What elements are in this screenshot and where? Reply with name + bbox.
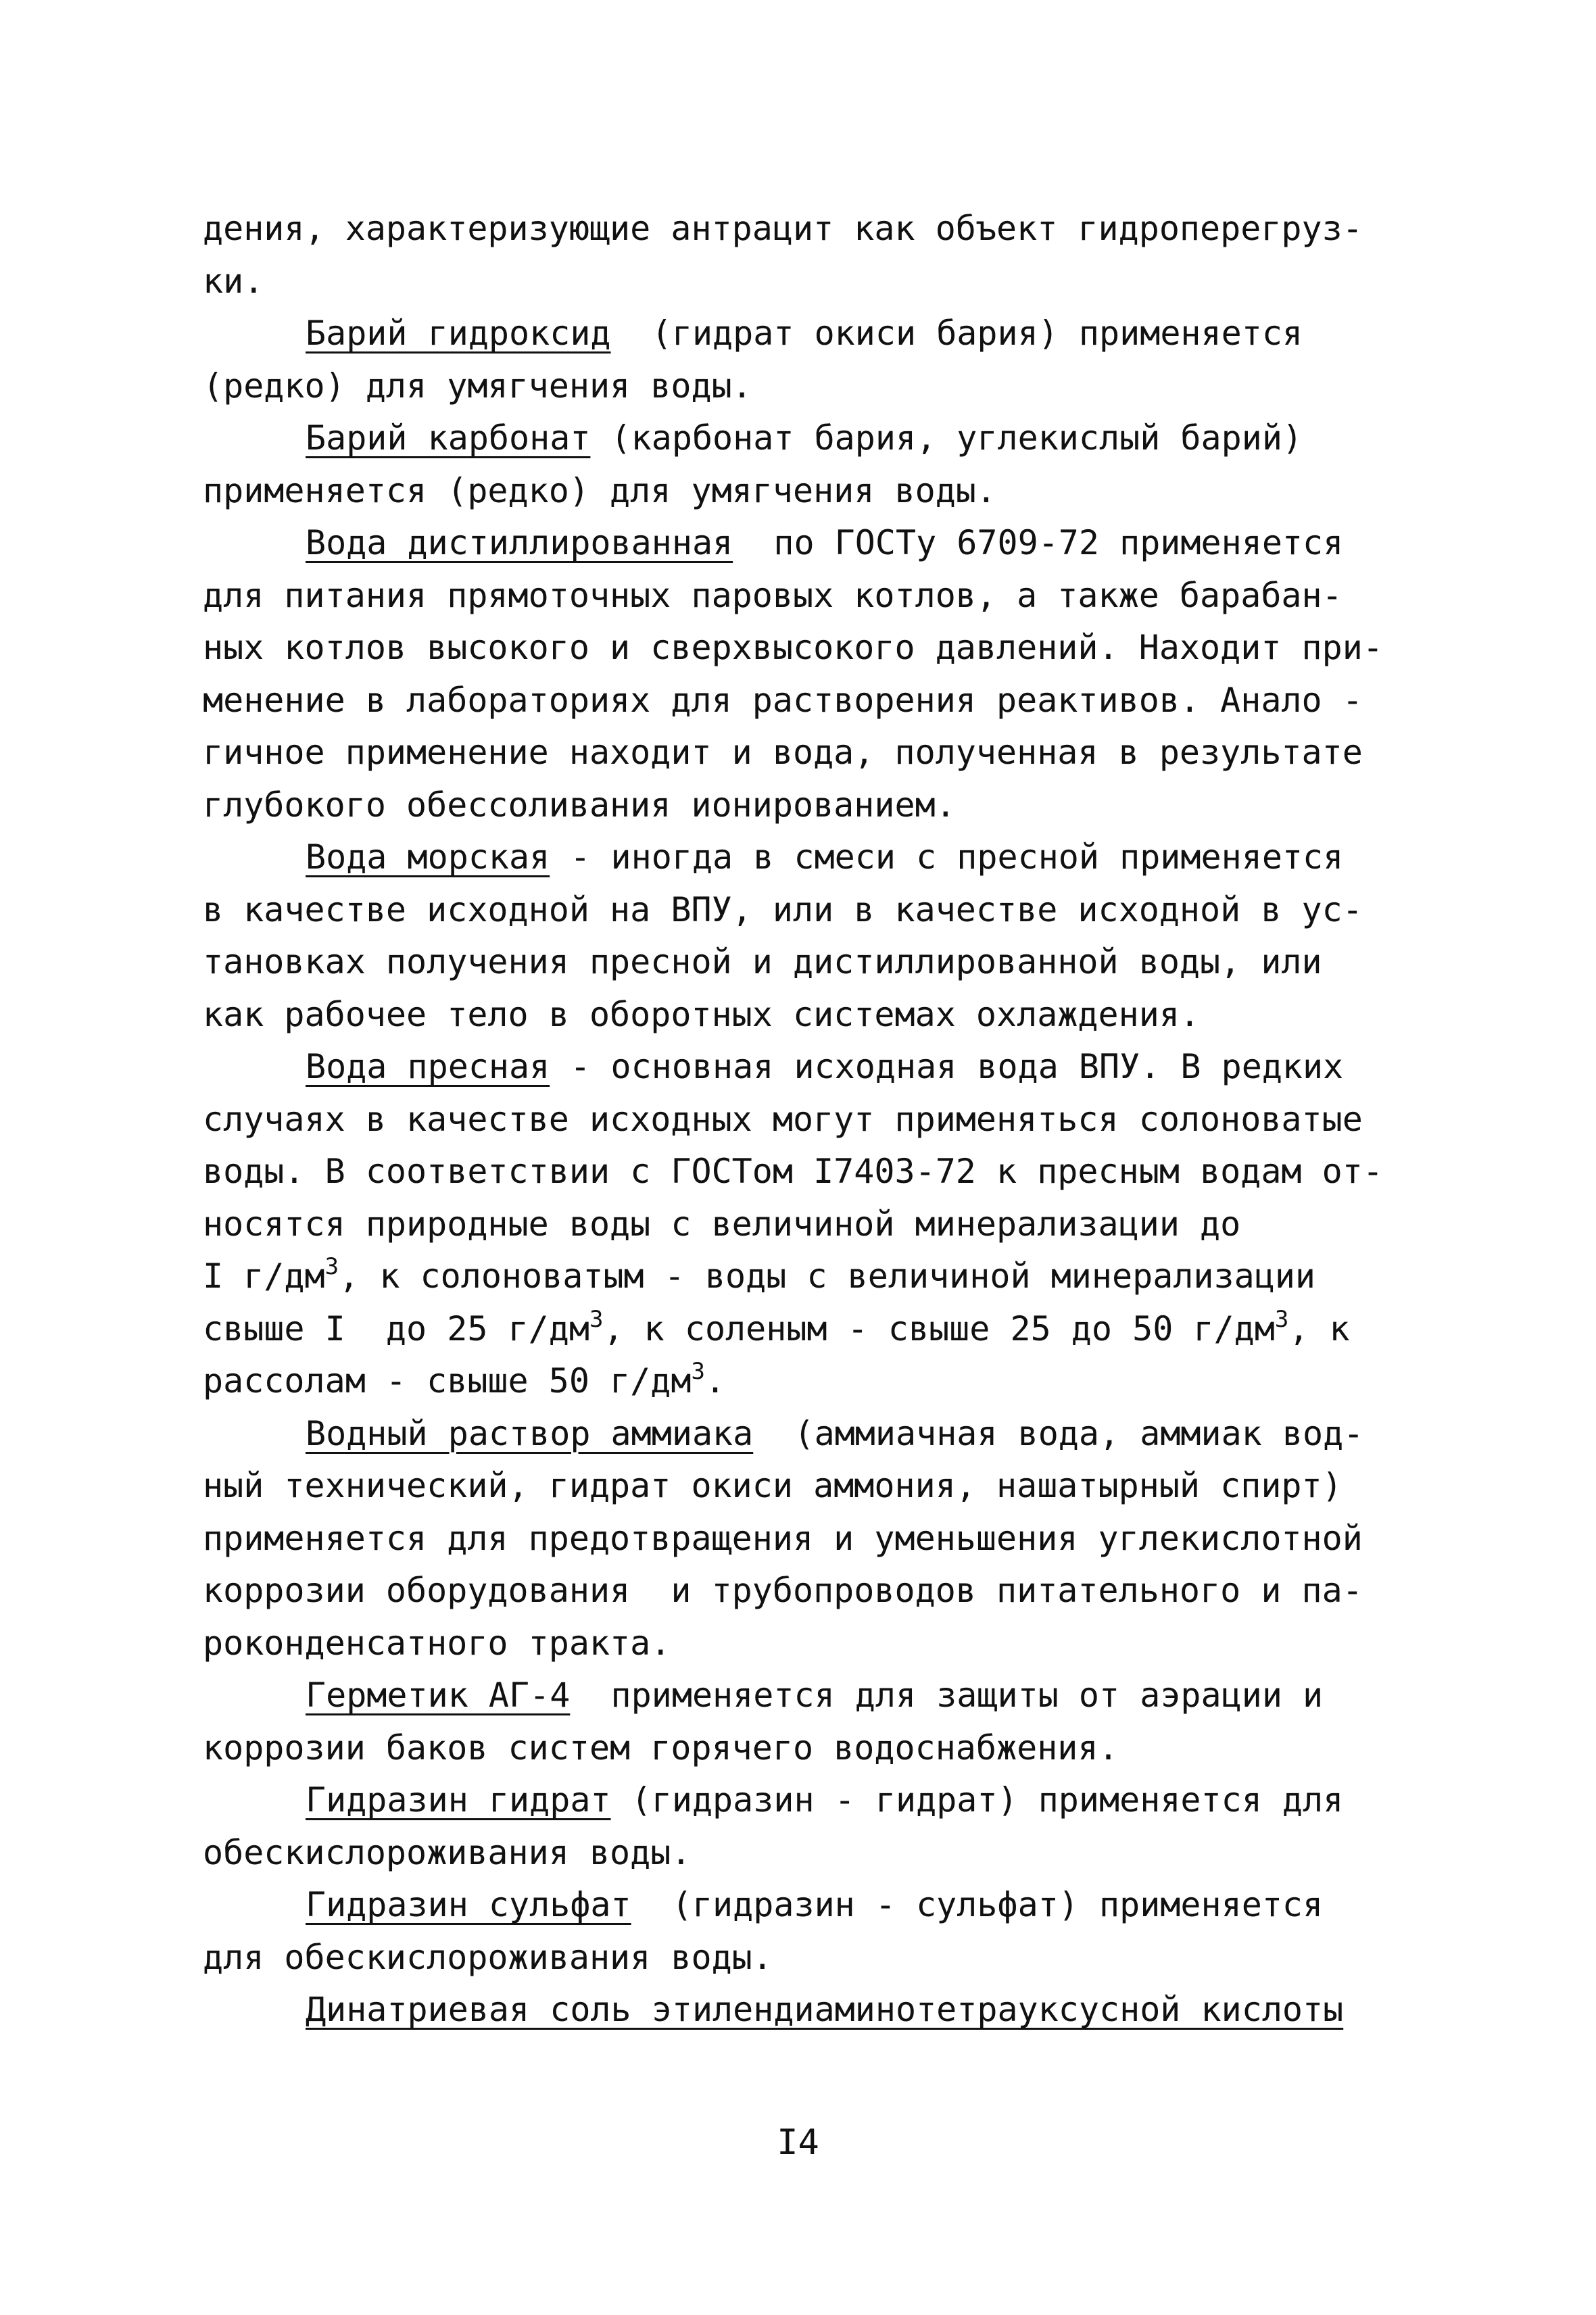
text-line: рассолам - свыше 50 $г/дм^3$. <box>203 1358 726 1400</box>
body-text <box>203 203 1406 2037</box>
text-line: Барий гидроксид (гидрат окиси бария) применяется <box>306 314 1303 353</box>
text-line <box>203 1984 1406 2037</box>
term-hydrazine-sulfate: Гидразин сульфат <box>306 1885 631 1924</box>
text-line: применяется (редко) для умягчения воды. <box>203 470 996 510</box>
text-line: случаях в качестве исходных могут применяться солоноватые <box>203 1099 1363 1139</box>
text-line: Вода морская - иногда в смеси с пресной применяется <box>306 837 1344 877</box>
text-line: для обескислороживания воды. <box>203 1937 773 1977</box>
page-number: I4 <box>777 2122 819 2163</box>
text-line: ных котлов высокого и сверхвысокого давлений. Находит при- <box>203 628 1383 667</box>
text-line: для питания прямоточных паровых котлов, а также барабан- <box>203 575 1343 615</box>
term-sealant-ag4: Герметик АГ-4 <box>306 1676 571 1715</box>
text-line: свыше I до 25 $г/дм^3$, к соленым - свыше 25 до 50 $г/дм^3$, к <box>203 1305 1350 1348</box>
text-line: гичное применение находит и вода, полученная в результате <box>203 733 1363 772</box>
superscript: 3 <box>1274 1305 1289 1333</box>
text-line: Водный раствор аммиака (аммиачная вода, аммиак вод- <box>306 1413 1364 1453</box>
term-ammonia-solution: Водный раствор аммиака <box>306 1413 754 1453</box>
term-disodium-edta: Динатриевая соль этилендиаминотетрауксусной кислоты <box>306 1990 1344 2029</box>
term-distilled-water: Вода дистиллированная <box>306 523 733 562</box>
superscript: 3 <box>589 1305 604 1333</box>
text-line: менение в лабораториях для растворения реактивов. Анало - <box>203 680 1363 720</box>
term-barium-hydroxide: Барий гидроксид <box>306 314 611 353</box>
term-barium-carbonate: Барий карбонат <box>306 418 591 458</box>
text-line: носятся природные воды с величиной минерализации до <box>203 1204 1241 1244</box>
text-line: тановках получения пресной и дистиллированной воды, или <box>203 942 1322 981</box>
text-line: в качестве исходной на ВПУ, или в качестве исходной в ус- <box>203 890 1363 929</box>
superscript: 3 <box>324 1253 339 1281</box>
text-line: ный технический, гидрат окиси аммония, нашатырный спирт) <box>203 1466 1343 1505</box>
text-line: I $г/дм^3$, к солоноватым - воды с величиной минерализации <box>203 1253 1316 1296</box>
text-line: (редко) для умягчения воды. <box>203 366 752 406</box>
text-line: коррозии оборудования и трубопроводов питательного и па- <box>203 1571 1363 1610</box>
superscript: 3 <box>691 1358 705 1386</box>
text-line: обескислороживания воды. <box>203 1832 692 1872</box>
text-line: применяется для предотвращения и уменьшения углекислотной <box>203 1518 1363 1558</box>
text-line: глубокого обессоливания ионированием. <box>203 785 956 825</box>
text-line: Вода дистиллированная по ГОСТу 6709-72 применяется <box>306 523 1344 562</box>
term-sea-water: Вода морская <box>306 837 550 877</box>
text-line: как рабочее тело в оборотных системах охлаждения. <box>203 994 1201 1034</box>
term-hydrazine-hydrate: Гидразин гидрат <box>306 1780 611 1820</box>
text-line: дения, характеризующие антрацит как объект гидроперегруз- <box>203 209 1363 248</box>
text-line: Гидразин сульфат (гидразин - сульфат) применяется <box>306 1885 1324 1924</box>
text-line: Герметик АГ-4 применяется для защиты от аэрации и <box>306 1676 1324 1715</box>
text-line: Гидразин гидрат (гидразин - гидрат) применяется для <box>306 1780 1344 1820</box>
text-line: Вода пресная - основная исходная вода ВПУ. В редких <box>306 1047 1344 1086</box>
text-line: воды. В соответствии с ГОСТом I7403-72 к пресным водам от- <box>203 1152 1383 1191</box>
term-fresh-water: Вода пресная <box>306 1047 550 1086</box>
text-line: коррозии баков систем горячего водоснабжения. <box>203 1728 1119 1768</box>
text-line: роконденсатного тракта. <box>203 1623 671 1663</box>
text-line: Барий карбонат (карбонат бария, углекислый барий) <box>306 418 1303 458</box>
text-line: ки. <box>203 261 264 301</box>
